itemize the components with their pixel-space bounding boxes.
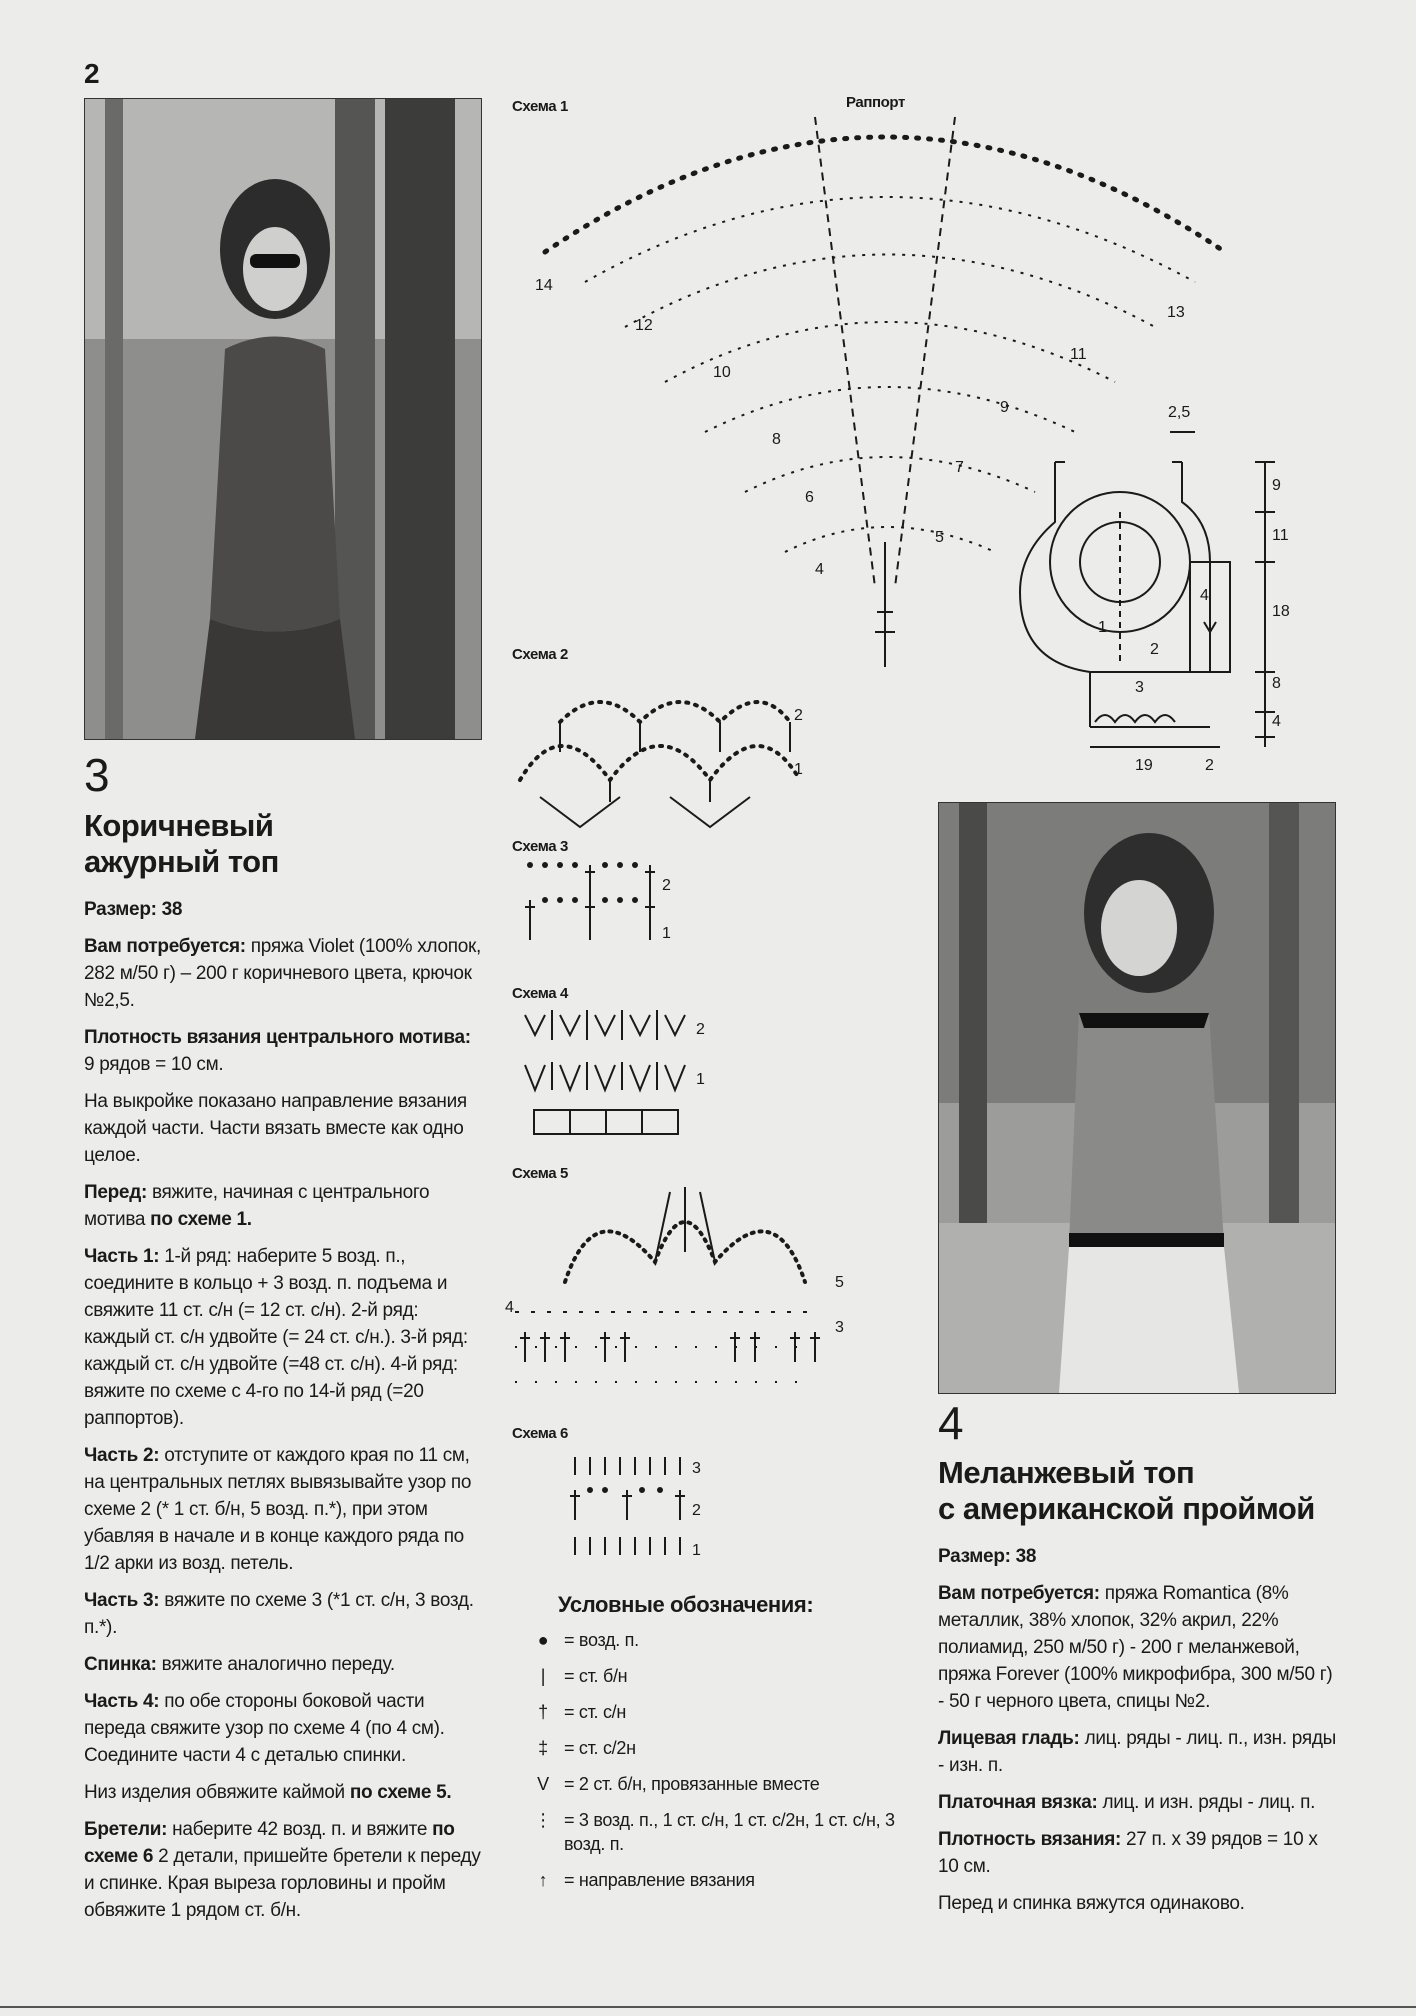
model-4-stockinette: Лицевая гладь: лиц. ряды - лиц. п., изн. ряды - изн. п.	[938, 1728, 1336, 1776]
scheme-4-diagram	[520, 1010, 720, 1140]
model-3-title-line2: ажурный топ	[84, 844, 279, 879]
legend-item: † = ст. с/н	[530, 1700, 920, 1724]
scheme-2-diagram	[510, 672, 820, 832]
s2-row-2: 2	[794, 707, 803, 724]
single-crochet-icon: |	[540, 1666, 546, 1686]
legend-item: | = ст. б/н	[530, 1664, 920, 1688]
model-4-size: Размер: 38	[938, 1546, 1037, 1567]
s6-row-2: 2	[692, 1502, 701, 1519]
legend-title: Условные обозначения:	[558, 1592, 814, 1617]
scheme-6-label: Схема 6	[512, 1425, 568, 1442]
dim-19: 19	[1135, 757, 1153, 774]
legend-item: ‡ = ст. с/2н	[530, 1736, 920, 1760]
fan-icon: ⋮	[534, 1810, 552, 1830]
s1-row-14: 14	[535, 277, 553, 294]
s4-row-2: 2	[696, 1021, 705, 1038]
model-4-materials: Вам потребуется: пряжа Romantica (8% металлик, 38% хлопок, 32% акрил, 22% полиамид, 250 м/50 г) - 200 г меланжевой, пряжа Forever (100% микрофибра, 300 м/50 г) - 50 г черного цвета, спицы №2.	[938, 1583, 1333, 1712]
model-3-size: Размер: 38	[84, 899, 183, 920]
v-decrease-icon: V	[537, 1774, 549, 1794]
model-3-part4: Часть 4: по обе стороны боковой части переда свяжите узор по схеме 4 (по 4 см). Соедините части 4 с деталью спинки.	[84, 1691, 445, 1766]
model-4-title-line2: с американской проймой	[938, 1491, 1315, 1526]
s1-row-10: 10	[713, 364, 731, 381]
model-3-bottom: Низ изделия обвяжите каймой по схеме 5.	[84, 1782, 452, 1803]
dim-4: 4	[1272, 713, 1281, 730]
dim-2: 2	[1205, 757, 1214, 774]
model-3-number: 3	[84, 749, 110, 801]
model-3-title-line1: Коричневый	[84, 808, 274, 843]
model-3-part3: Часть 3: вяжите по схеме 3 (*1 ст. с/н, 3 возд. п.*).	[84, 1590, 474, 1638]
dim-9: 9	[1272, 477, 1281, 494]
model-3-note: На выкройке показано направление вязания каждой части. Части вязать вместе как одно целое.	[84, 1091, 467, 1166]
photo-model-4	[938, 802, 1336, 1394]
legend-item: ⋮ = 3 возд. п., 1 ст. с/н, 1 ст. с/2н, 1 ст. с/н, 3 возд. п.	[530, 1808, 920, 1856]
scheme-4-label: Схема 4	[512, 985, 568, 1002]
s6-row-3: 3	[692, 1460, 701, 1477]
model-3-part2: Часть 2: отступите от каждого края по 11 см, на центральных петлях вывязывайте узор по схеме 2 (* 1 ст. б/н, 5 возд. п.*), при этом убавляя в начале и в конце каждого ряда по 1/2 арки из возд. петель.	[84, 1445, 472, 1574]
page-number: 2	[84, 58, 100, 89]
page-bottom-rule	[0, 2006, 1416, 2008]
model-3-title	[84, 808, 484, 880]
part-1-label: 1	[1098, 619, 1107, 636]
garment-pattern	[1010, 392, 1300, 782]
dim-8: 8	[1272, 675, 1281, 692]
legend-item: ● = возд. п.	[530, 1628, 920, 1652]
scheme-6-diagram	[570, 1455, 710, 1560]
dim-11: 11	[1272, 527, 1289, 544]
s6-row-1: 1	[692, 1542, 701, 1559]
s1-row-6: 6	[805, 489, 814, 506]
s1-row-12: 12	[635, 317, 653, 334]
s1-row-5: 5	[935, 529, 944, 546]
dim-18: 18	[1272, 603, 1290, 620]
s5-row-3: 3	[835, 1319, 844, 1336]
part-3-label: 3	[1135, 679, 1144, 696]
s1-row-11: 11	[1070, 346, 1087, 363]
model-3-instructions	[84, 896, 484, 1934]
scheme-3-diagram	[520, 860, 680, 960]
treble-crochet-icon: ‡	[538, 1738, 548, 1758]
model-4-density: Плотность вязания: 27 п. х 39 рядов = 10 х 10 см.	[938, 1829, 1318, 1877]
s1-row-9: 9	[1000, 399, 1009, 416]
model-3-front: Перед: вяжите, начиная с центрального мотива по схеме 1.	[84, 1182, 430, 1230]
s3-row-2: 2	[662, 877, 671, 894]
part-4-label: 4	[1200, 587, 1209, 604]
scheme-5-label: Схема 5	[512, 1165, 568, 1182]
model-3-density: Плотность вязания центрального мотива: 9 рядов = 10 см.	[84, 1027, 471, 1075]
s1-row-13: 13	[1167, 304, 1185, 321]
legend-item: ↑ = направление вязания	[530, 1868, 920, 1892]
arrow-up-icon: ↑	[538, 1870, 548, 1890]
s5-row-4: 4	[505, 1299, 514, 1316]
model-4-garter: Платочная вязка: лиц. и изн. ряды - лиц. п.	[938, 1792, 1316, 1813]
s2-row-1: 1	[794, 761, 803, 778]
legend	[530, 1592, 920, 1904]
s4-row-1: 1	[696, 1071, 705, 1088]
double-crochet-icon: †	[538, 1702, 548, 1722]
scheme-1-label: Схема 1	[512, 98, 568, 115]
model-4-title	[938, 1455, 1338, 1527]
model-3-back: Спинка: вяжите аналогично переду.	[84, 1654, 395, 1675]
s1-row-4: 4	[815, 561, 824, 578]
s1-row-8: 8	[772, 431, 781, 448]
s1-row-7: 7	[955, 459, 964, 476]
dot-icon: ●	[537, 1630, 549, 1650]
scheme-5-diagram	[505, 1172, 865, 1402]
model-3-straps: Бретели: наберите 42 возд. п. и вяжите по схеме 6 2 детали, пришейте бретели к переду и спинке. Края выреза горловины и пройм обвяжите 1 рядом ст. б/н.	[84, 1819, 481, 1921]
scheme-2-label: Схема 2	[512, 646, 568, 663]
rapport-label: Раппорт	[846, 94, 905, 111]
model-3-part1: Часть 1: 1-й ряд: наберите 5 возд. п., соедините в кольцо + 3 возд. п. подъема и свяжите 11 ст. с/н (= 12 ст. с/н). 2-й ряд: каждый ст. с/н удвойте (= 24 ст. с/н.). 3-й ряд: каждый ст. с/н удвойте (=48 ст. с/н). 4-й ряд: вяжите по схеме с 4-го по 14-й ряд (=20 раппортов).	[84, 1246, 468, 1429]
scheme-3-label: Схема 3	[512, 838, 568, 855]
model-4-note: Перед и спинка вяжутся одинаково.	[938, 1893, 1245, 1914]
model-3-materials: Вам потребуется: пряжа Violet (100% хлопок, 282 м/50 г) – 200 г коричневого цвета, крючок №2,5.	[84, 936, 481, 1011]
legend-item: V = 2 ст. б/н, провязанные вместе	[530, 1772, 920, 1796]
model-4-title-line1: Меланжевый топ	[938, 1455, 1195, 1490]
dim-strap-width: 2,5	[1168, 404, 1191, 421]
s3-row-1: 1	[662, 925, 671, 942]
model-4-number: 4	[938, 1397, 964, 1449]
photo-model-3	[84, 98, 482, 740]
model-4-instructions	[938, 1543, 1336, 1927]
s5-row-5: 5	[835, 1274, 844, 1291]
part-2-label: 2	[1150, 641, 1159, 658]
